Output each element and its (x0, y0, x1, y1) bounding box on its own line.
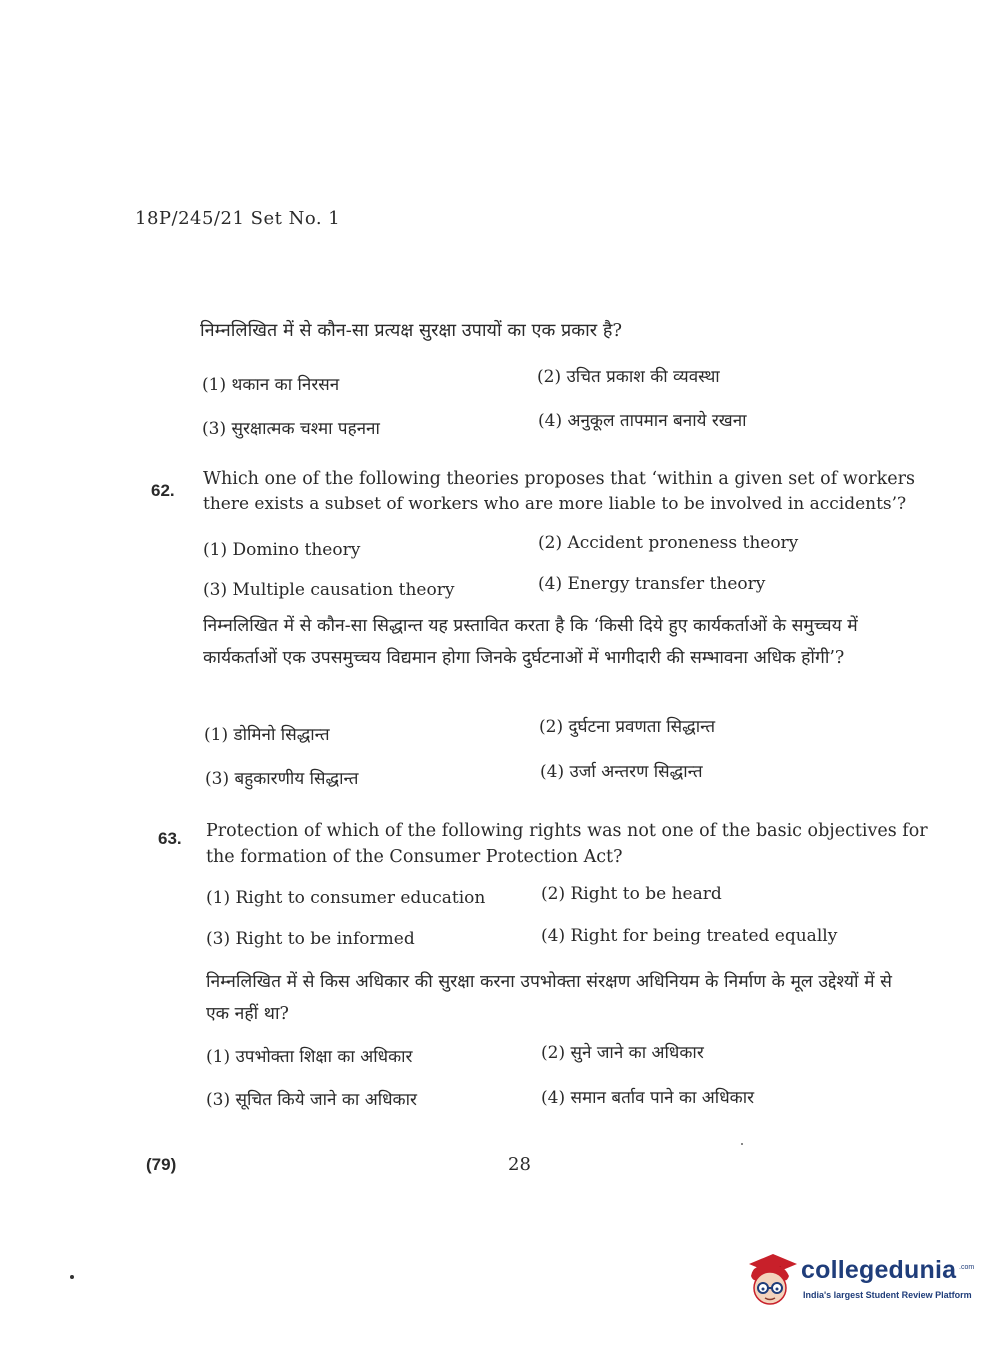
q63-hindi-option-4: (4) समान बर्ताव पाने का अधिकार (541, 1088, 755, 1108)
logo-wordmark: collegedunia (801, 1256, 957, 1284)
q62-number: 62. (151, 481, 175, 500)
q63-option-1: (1) Right to consumer education (206, 888, 486, 908)
q61-hindi-stem: निम्नलिखित में से कौन-सा प्रत्यक्ष सुरक्षा उपायों का एक प्रकार है? (200, 320, 623, 341)
q61-hindi-option-1: (1) थकान का निरसन (202, 375, 340, 395)
q62-stem-line-2: there exists a subset of workers who are more liable to be involved in accidents’? (203, 494, 907, 514)
q63-hindi-option-2: (2) सुने जाने का अधिकार (541, 1043, 704, 1063)
q63-hindi-option-1: (1) उपभोक्ता शिक्षा का अधिकार (206, 1047, 413, 1067)
q62-option-2: (2) Accident proneness theory (538, 533, 799, 553)
q62-hindi-option-4: (4) उर्जा अन्तरण सिद्धान्त (540, 762, 703, 782)
paper-code: 18P/245/21 Set No. 1 (135, 208, 341, 229)
q63-option-4: (4) Right for being treated equally (541, 926, 838, 946)
q62-option-1: (1) Domino theory (203, 540, 361, 560)
student-mascot-icon (743, 1252, 797, 1308)
scan-dot (70, 1275, 74, 1279)
logo-domain-suffix: .com (959, 1264, 975, 1271)
footer-code: (79) (146, 1155, 177, 1174)
q62-hindi-stem: निम्नलिखित में से कौन-सा सिद्धान्त यह प्रस्तावित करता है कि ‘किसी दिये हुए कार्यकर्ताओं के समुच्चय में कार्यकर्ताओं एक उपसमुच्चय विद्यमान होगा जिनके दुर्घटनाओं में भागीदारी की सम्भावना अधिक होंगी’? (203, 616, 858, 668)
q63-hindi-option-3: (3) सूचित किये जाने का अधिकार (206, 1090, 417, 1110)
q62-hindi-option-1: (1) डोमिनो सिद्धान्त (204, 725, 330, 745)
q61-hindi-option-3: (3) सुरक्षात्मक चश्मा पहनना (202, 419, 380, 439)
q63-option-3: (3) Right to be informed (206, 929, 415, 949)
q61-hindi-option-4: (4) अनुकूल तापमान बनाये रखना (538, 411, 747, 431)
q63-number: 63. (158, 829, 182, 848)
q62-hindi-option-3: (3) बहुकारणीय सिद्धान्त (205, 769, 359, 789)
q63-hindi-stem: निम्नलिखित में से किस अधिकार की सुरक्षा करना उपभोक्ता संरक्षण अधिनियम के निर्माण के मूल उद्देश्यों में से एक नहीं था? (206, 972, 892, 1024)
q62-hindi-option-2: (2) दुर्घटना प्रवणता सिद्धान्त (539, 717, 716, 737)
logo-tagline: India's largest Student Review Platform (803, 1290, 972, 1300)
q63-option-2: (2) Right to be heard (541, 884, 722, 904)
scan-speck (741, 1143, 743, 1145)
q63-stem-line-1: Protection of which of the following rights was not one of the basic objectives for (206, 821, 928, 841)
collegedunia-logo (743, 1250, 983, 1312)
q62-option-3: (3) Multiple causation theory (203, 580, 455, 600)
q62-option-4: (4) Energy transfer theory (538, 574, 766, 594)
q61-hindi-option-2: (2) उचित प्रकाश की व्यवस्था (537, 367, 720, 387)
q63-stem-line-2: the formation of the Consumer Protection Act? (206, 847, 623, 867)
page-number: 28 (508, 1154, 531, 1175)
q62-stem-line-1: Which one of the following theories proposes that ‘within a given set of workers (203, 469, 915, 489)
